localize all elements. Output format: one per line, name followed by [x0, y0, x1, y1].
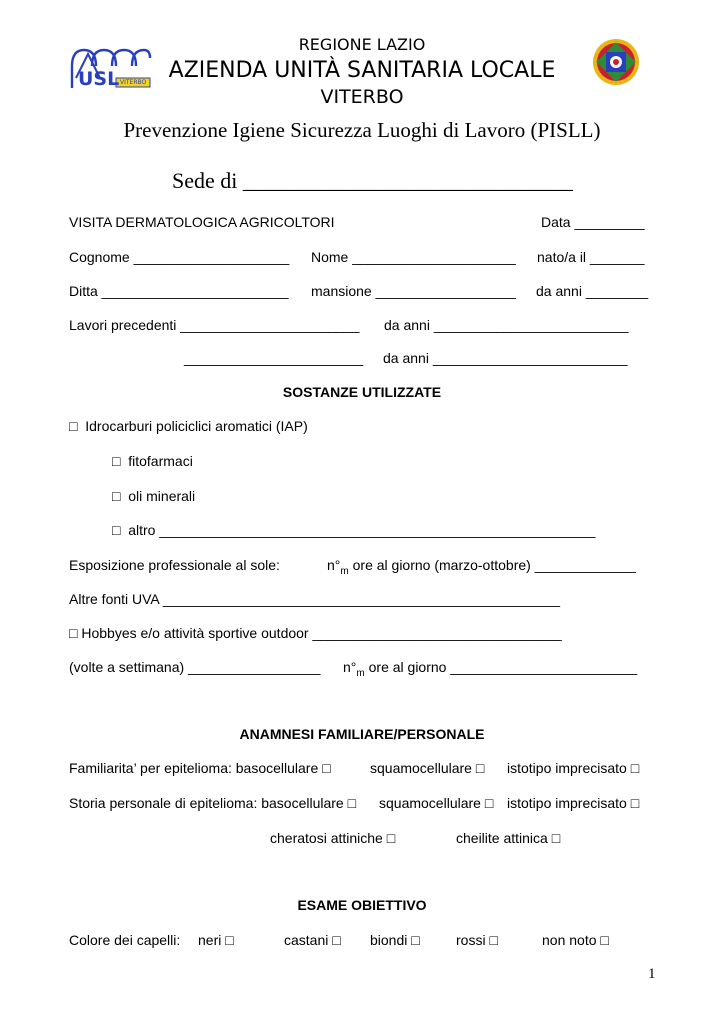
familiarita-basocellulare-checkbox[interactable]: Familiarita’ per epitelioma: basocellulare □ — [69, 760, 331, 776]
m-subscript: m — [340, 565, 349, 577]
capelli-biondi-checkbox[interactable]: biondi □ — [370, 932, 420, 948]
lavori-precedenti-blank[interactable]: _______________________ — [184, 350, 364, 366]
cheratosi-checkbox[interactable]: cheratosi attiniche □ — [270, 830, 396, 846]
ore-giorno-field[interactable] — [343, 659, 637, 679]
anamnesi-heading: ANAMNESI FAMILIARE/PERSONALE — [239, 726, 485, 742]
storia-squamocellulare-checkbox[interactable]: squamocellulare □ — [379, 795, 494, 811]
checkbox-oli-minerali[interactable]: □ oli minerali — [112, 488, 196, 504]
esame-heading: ESAME OBIETTIVO — [297, 897, 427, 913]
n-label-2: n° — [343, 659, 357, 675]
usl-logo-text: USL — [78, 68, 120, 90]
usl-logo-small-text: VITERBO — [120, 79, 147, 86]
lavori-precedenti-field[interactable]: Lavori precedenti _______________________ — [69, 317, 360, 333]
data-field[interactable]: Data _________ — [541, 214, 645, 230]
capelli-neri-checkbox[interactable]: neri □ — [198, 932, 234, 948]
volte-settimana-field[interactable]: (volte a settimana) _________________ — [69, 659, 321, 675]
ore-giorno-label: ore al giorno (marzo-ottobre) _____________ — [348, 557, 636, 573]
da-anni-field-2[interactable]: da anni _________________________ — [384, 317, 629, 333]
da-anni-field-3[interactable]: da anni _________________________ — [383, 350, 628, 366]
capelli-castani-checkbox[interactable]: castani □ — [284, 932, 341, 948]
cheilite-checkbox[interactable]: cheilite attinica □ — [456, 830, 561, 846]
agency-title: AZIENDA UNITÀ SANITARIA LOCALE — [168, 58, 556, 83]
mansione-field[interactable]: mansione __________________ — [311, 283, 516, 299]
department-title: Prevenzione Igiene Sicurezza Luoghi di Lavoro (PISLL) — [123, 118, 601, 142]
m-subscript-2: m — [356, 667, 365, 679]
nome-field[interactable]: Nome _____________________ — [311, 249, 516, 265]
familiarita-istotipo-checkbox[interactable]: istotipo imprecisato □ — [507, 760, 640, 776]
checkbox-altro[interactable]: □ altro ________________________________________________________ — [112, 522, 596, 538]
sostanze-heading: SOSTANZE UTILIZZATE — [282, 384, 442, 400]
checkbox-fitofarmaci[interactable]: □ fitofarmaci — [112, 453, 193, 469]
ore-giorno-label-2: ore al giorno ________________________ — [364, 659, 638, 675]
capelli-rossi-checkbox[interactable]: rossi □ — [456, 932, 498, 948]
cognome-field[interactable]: Cognome ____________________ — [69, 249, 290, 265]
esposizione-ore-field[interactable] — [327, 557, 636, 577]
sede-line: Sede di ______________________________ — [172, 168, 573, 193]
familiarita-squamocellulare-checkbox[interactable]: squamocellulare □ — [370, 760, 485, 776]
city-title: VITERBO — [320, 86, 404, 108]
da-anni-field-1[interactable]: da anni ________ — [536, 283, 649, 299]
form-title: VISITA DERMATOLOGICA AGRICOLTORI — [69, 214, 335, 230]
capelli-label: Colore dei capelli: — [69, 932, 181, 948]
esposizione-label: Esposizione professionale al sole: — [69, 557, 280, 573]
storia-basocellulare-checkbox[interactable]: Storia personale di epitelioma: basocellulare □ — [69, 795, 357, 811]
page-number: 1 — [648, 966, 656, 982]
ditta-field[interactable]: Ditta ________________________ — [69, 283, 289, 299]
altre-fonti-uva-field[interactable]: Altre fonti UVA ___________________________________________________ — [69, 591, 560, 607]
checkbox-iap[interactable]: □ Idrocarburi policiclici aromatici (IAP) — [69, 418, 308, 434]
storia-istotipo-checkbox[interactable]: istotipo imprecisato □ — [507, 795, 640, 811]
capelli-non-noto-checkbox[interactable]: non noto □ — [542, 932, 609, 948]
region-title: REGIONE LAZIO — [298, 35, 426, 54]
checkbox-hobbyes[interactable]: □ Hobbyes e/o attività sportive outdoor ________________________________ — [69, 625, 562, 641]
n-label: n° — [327, 557, 341, 573]
nato-field[interactable]: nato/a il _______ — [537, 249, 645, 265]
